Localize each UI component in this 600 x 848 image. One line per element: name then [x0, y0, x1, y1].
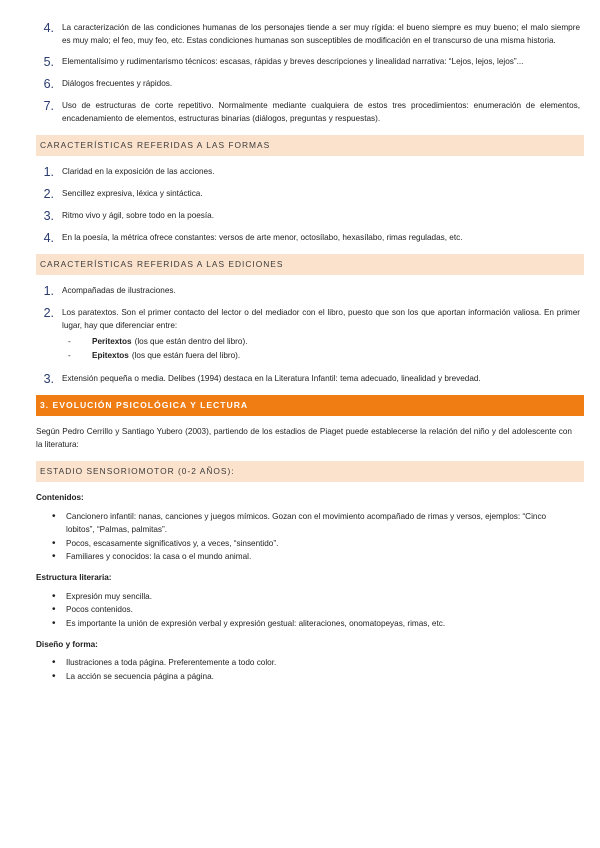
list-item [36, 285, 580, 298]
list-item [36, 166, 580, 179]
bullet-item [52, 657, 580, 670]
bullet-item [52, 604, 580, 617]
list-item [36, 188, 580, 201]
section-header-ediciones: CARACTERÍSTICAS REFERIDAS A LAS EDICIONES [36, 254, 584, 275]
list-text: Diálogos frecuentes y rápidos. [62, 79, 173, 89]
list-text: Extensión pequeña o media. Delibes (1994) destaca en la Literatura Infantil: tema adecuado, linealidad y brevedad. [62, 373, 481, 383]
list-number: 4. [43, 21, 54, 35]
bullet-marker: • [52, 511, 56, 523]
list-text: Uso de estructuras de corte repetitivo. Normalmente mediante cualquiera de estos tres procedimientos: enumeración de elementos, encadenamiento de elementos, estructuras binarias (diálogos, preguntas y respuestas). [62, 101, 580, 124]
list-item [36, 210, 580, 223]
bullet-item [52, 591, 580, 604]
list-item [36, 56, 580, 69]
list-text: La caracterización de las condiciones humanas de los personajes tiende a ser muy rígida: el bueno siempre es muy bueno; el malo siempre es muy malo; el feo, muy feo, etc. Estas condiciones humanas son susceptibles de modificación en el transcurso de una misma historia. [62, 23, 580, 45]
bullet-text: Es importante la unión de expresión verbal y expresión gestual: aliteraciones, onomatopeyas, rimas, etc. [66, 619, 446, 629]
bullet-marker: • [52, 671, 56, 683]
sublist-item [68, 350, 580, 363]
bullet-item [52, 551, 580, 564]
personajes-list [36, 22, 580, 126]
list-item [36, 22, 580, 47]
list-item [36, 373, 580, 386]
bullet-marker: • [52, 657, 56, 669]
diseno-list [52, 657, 580, 683]
term: Peritextos [92, 337, 132, 347]
bullet-text: Expresión muy sencilla. [66, 591, 153, 601]
contenidos-list [52, 511, 580, 564]
bullet-marker: • [52, 618, 56, 630]
list-body [56, 307, 580, 364]
bullet-marker: • [52, 537, 56, 549]
estructura-heading: Estructura literaria: [36, 572, 112, 582]
contenidos-heading: Contenidos: [36, 493, 84, 503]
list-item [36, 232, 580, 245]
list-number: 2. [43, 305, 54, 320]
diseno-heading: Diseño y forma: [36, 639, 98, 649]
list-number: 1. [43, 283, 54, 298]
bullet-text: Pocos, escasamente significativos y, a veces, “sinsentido”. [66, 538, 279, 548]
list-number: 3. [43, 208, 54, 223]
list-number: 7. [43, 99, 54, 114]
bullet-text: Cancionero infantil: nanas, canciones y juegos mímicos. Gozan con el movimiento acompañado de rimas y versos, ejemplos: “Cinco lobitos”, “Palmas, palmitas”. [66, 512, 547, 534]
bullet-item [52, 511, 580, 536]
list-text: Sencillez expresiva, léxica y sintáctica. [62, 188, 203, 198]
list-text: Ritmo vivo y ágil, sobre todo en la poesía. [62, 210, 215, 220]
list-number: 5. [43, 55, 54, 70]
formas-list [36, 166, 580, 245]
dash-marker: - [68, 350, 71, 360]
bullet-text: Pocos contenidos. [66, 605, 133, 615]
list-number: 4. [43, 230, 54, 245]
list-number: 2. [43, 186, 54, 201]
bullet-marker: • [52, 604, 56, 616]
section-header-formas: CARACTERÍSTICAS REFERIDAS A LAS FORMAS [36, 135, 584, 156]
term-description: (los que están dentro del libro). [134, 337, 248, 347]
bullet-text: Ilustraciones a toda página. Preferentemente a todo color. [66, 658, 277, 668]
list-text: Acompañadas de ilustraciones. [62, 285, 176, 295]
paratextos-sublist [68, 336, 580, 362]
ediciones-list [36, 285, 580, 386]
bullet-item [52, 538, 580, 551]
bullet-marker: • [52, 551, 56, 563]
section-header-estadio: ESTADIO SENSORIOMOTOR (0-2 AÑOS): [36, 461, 584, 482]
list-number: 3. [43, 371, 54, 386]
bullet-item [52, 671, 580, 684]
estructura-list [52, 591, 580, 631]
list-text: Elementalísimo y rudimentarismo técnicos: escasas, rápidas y breves descripciones y linealidad narrativa: “Lejos, lejos, lejos”... [62, 57, 524, 67]
term-description: (los que están fuera del libro). [131, 350, 241, 360]
list-text: Los paratextos. Son el primer contacto del lector o del mediador con el libro, puesto que son los que aportan información valiosa. En primer lugar, hay que diferenciar entre: [62, 307, 580, 330]
sublist-item [68, 336, 580, 349]
bullet-item [52, 618, 580, 631]
bullet-marker: • [52, 590, 56, 602]
list-number: 1. [43, 164, 54, 179]
dash-marker: - [68, 337, 71, 347]
list-number: 6. [43, 77, 54, 92]
section-header-evolucion: 3. EVOLUCIÓN PSICOLÓGICA Y LECTURA [36, 395, 584, 416]
list-text: Claridad en la exposición de las acciones. [62, 166, 215, 176]
list-text: En la poesía, la métrica ofrece constantes: versos de arte menor, octosílabo, hexasílabo, rimas reguladas, etc. [62, 232, 463, 242]
list-item [36, 307, 580, 364]
term: Epitextos [92, 350, 129, 360]
intro-paragraph: Según Pedro Cerrillo y Santiago Yubero (2003), partiendo de los estadios de Piaget puede establecerse la relación del niño y del adolescente con la literatura: [36, 426, 572, 449]
bullet-text: La acción se secuencia página a página. [66, 672, 214, 682]
bullet-text: Familiares y conocidos: la casa o el mundo animal. [66, 552, 252, 562]
list-item [36, 78, 580, 91]
list-item [36, 100, 580, 125]
